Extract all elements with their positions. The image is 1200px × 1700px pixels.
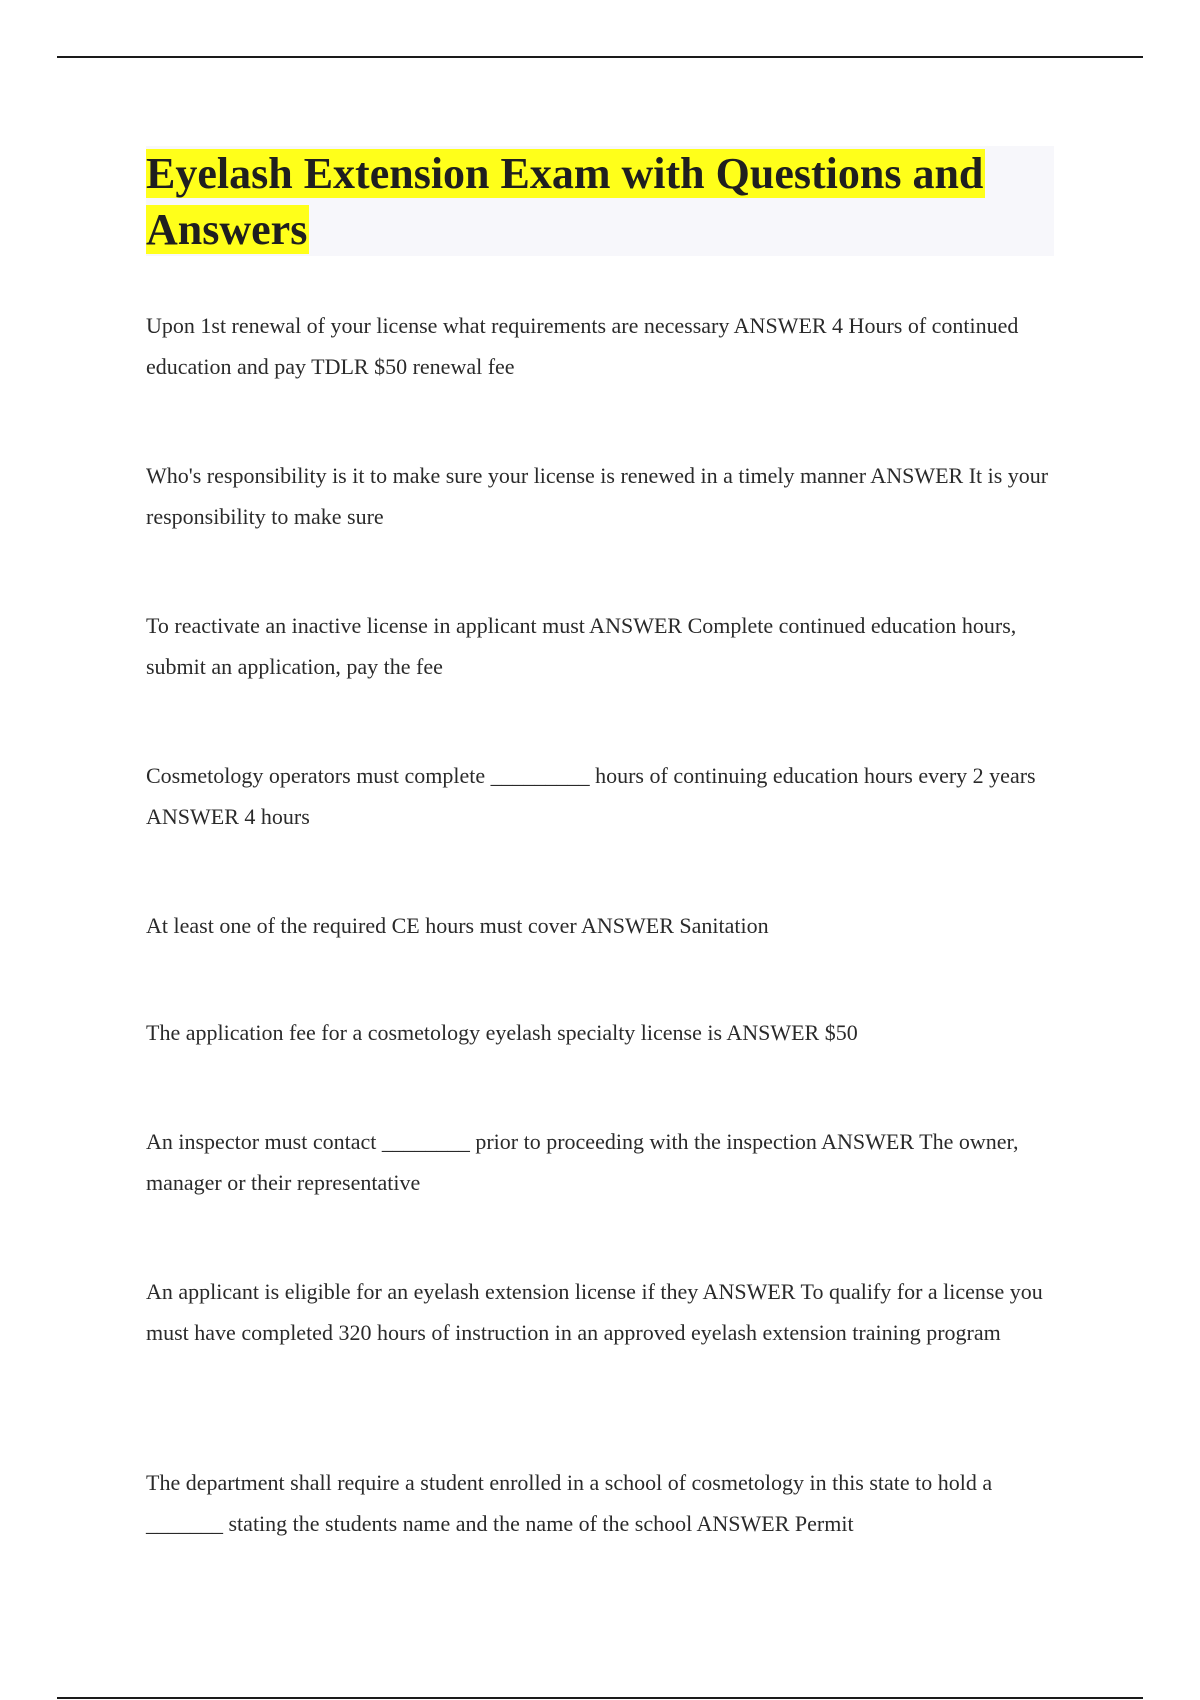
qa-item-1: Upon 1st renewal of your license what requirements are necessary ANSWER 4 Hours of continued education and pay TDLR $50 renewal fee [146, 313, 1019, 379]
qa-item-9: The department shall require a student enrolled in a school of cosmetology in this state to hold a _______ stating the students name and the name of the school ANSWER Permit [146, 1470, 993, 1536]
qa-item-5: At least one of the required CE hours must cover ANSWER Sanitation [146, 913, 769, 938]
top-rule [57, 56, 1143, 58]
qa-item-3: To reactivate an inactive license in applicant must ANSWER Complete continued education hours, submit an application, pay the fee [146, 613, 1017, 679]
title-highlight: Eyelash Extension Exam with Questions and Answers [146, 149, 984, 254]
title-block [146, 146, 1054, 256]
qa-item-6: The application fee for a cosmetology eyelash specialty license is ANSWER $50 [146, 1020, 858, 1045]
qa-item-4: Cosmetology operators must complete _________ hours of continuing education hours every 2 years ANSWER 4 hours [146, 763, 1036, 829]
bottom-rule [57, 1697, 1143, 1699]
document-title [146, 146, 1006, 258]
qa-item-2: Who's responsibility is it to make sure your license is renewed in a timely manner ANSWER It is your responsibility to make sure [146, 463, 1049, 529]
qa-item-8: An applicant is eligible for an eyelash extension license if they ANSWER To qualify for a license you must have completed 320 hours of instruction in an approved eyelash extension training program [146, 1279, 1043, 1345]
qa-item-7: An inspector must contact ________ prior to proceeding with the inspection ANSWER The owner, manager or their representative [146, 1129, 1019, 1195]
